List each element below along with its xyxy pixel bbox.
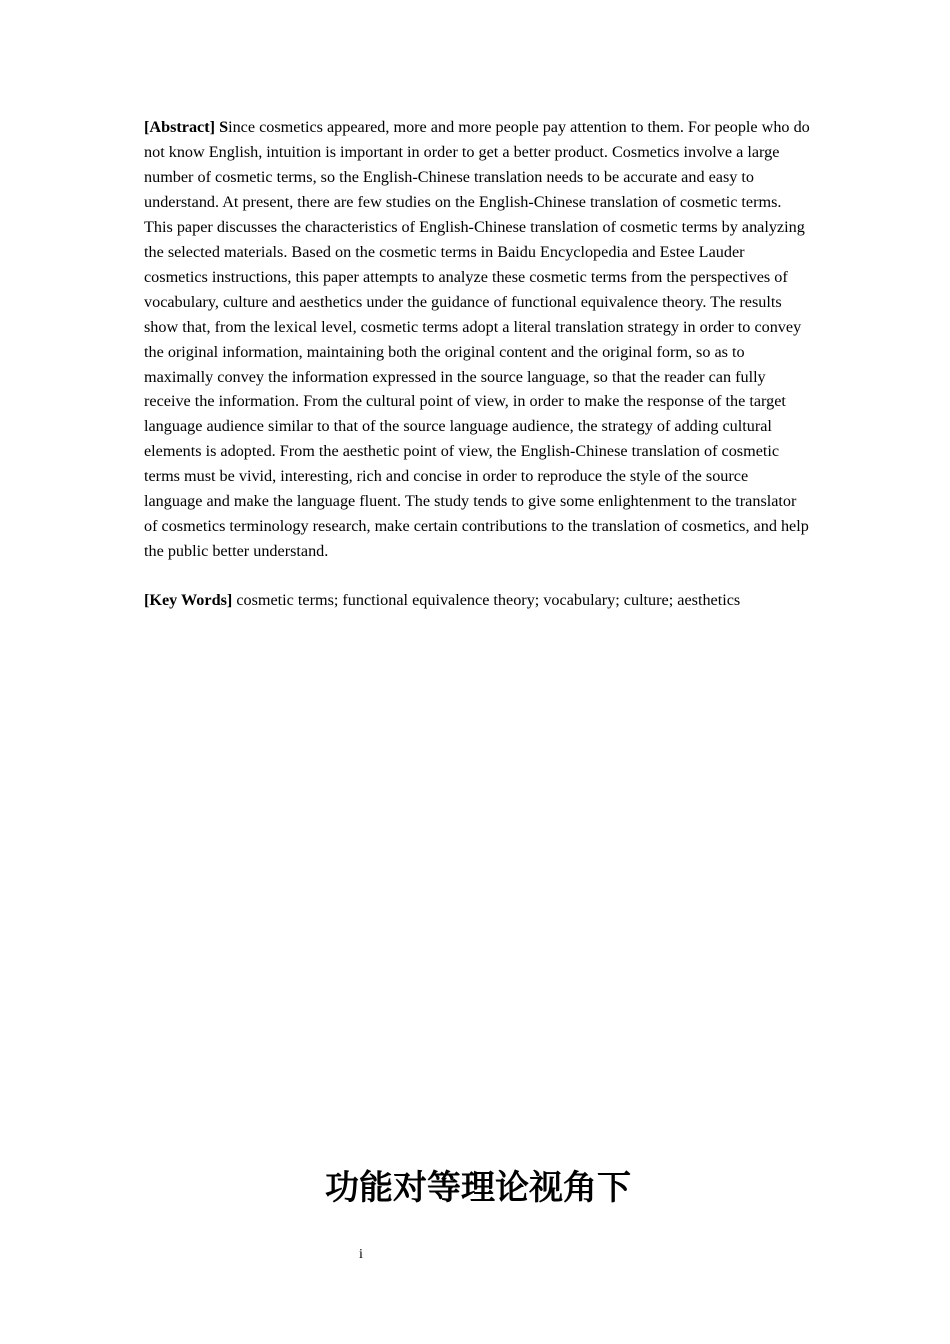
- abstract-body: ince cosmetics appeared, more and more people pay attention to them. For people who do not know English, intuition is important in order to get a better product. Cosmetics involve a large number of cosmetic terms, so the English-Chinese translation needs to be accurate and easy to understand. At present, there are few studies on the English-Chinese translation of cosmetic terms. This paper discusses the characteristics of English-Chinese translation of cosmetic terms by analyzing the selected materials. Based on the cosmetic terms in Baidu Encyclopedia and Estee Lauder cosmetics instructions, this paper attempts to analyze these cosmetic terms from the perspectives of vocabulary, culture and aesthetics under the guidance of functional equivalence theory. The results show that, from the lexical level, cosmetic terms adopt a literal translation strategy in order to convey the original information, maintaining both the original content and the original form, so as to maximally convey the information expressed in the source language, so that the reader can fully receive the information. From the cultural point of view, in order to make the response of the target language audience similar to that of the source language audience, the strategy of adding cultural elements is adopted. From the aesthetic point of view, the English-Chinese translation of cosmetic terms must be vivid, interesting, rich and concise in order to reproduce the style of the source language and make the language fluent. The study tends to give some enlightenment to the translator of cosmetics terminology research, make certain contributions to the translation of cosmetics, and help the public better understand.: [144, 118, 810, 561]
- abstract-first-letter: S: [219, 118, 229, 136]
- abstract-label: [Abstract]: [144, 118, 216, 136]
- page-number: i: [359, 1247, 363, 1262]
- chinese-title: 功能对等理论视角下: [325, 1168, 631, 1208]
- keywords-label: [Key Words]: [144, 591, 233, 609]
- abstract-paragraph: [144, 115, 810, 564]
- keywords-text: cosmetic terms; functional equivalence theory; vocabulary; culture; aesthetics: [236, 591, 741, 609]
- keywords-paragraph: [144, 588, 810, 613]
